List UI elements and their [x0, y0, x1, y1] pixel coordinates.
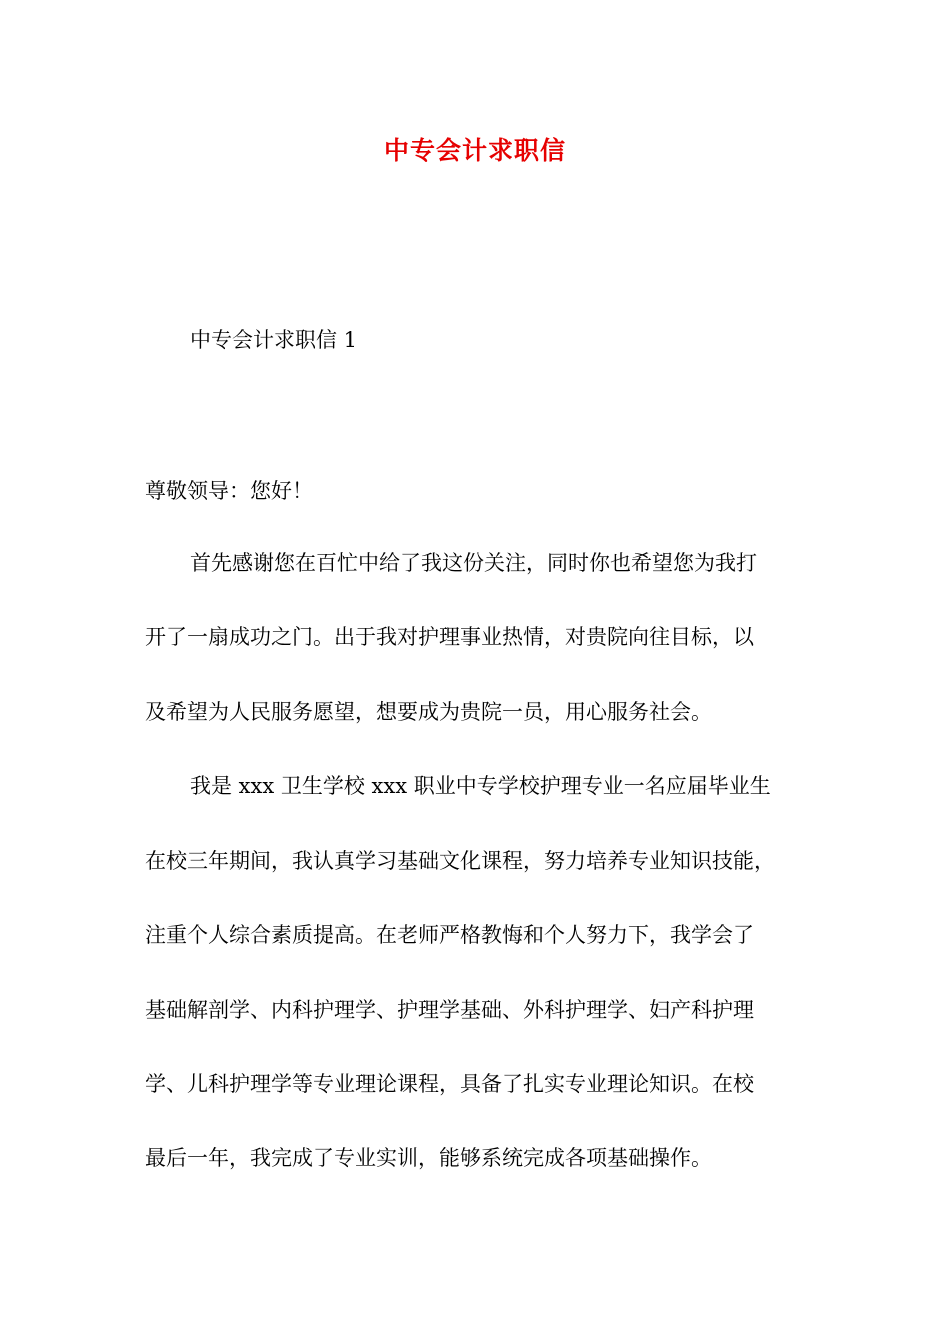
paragraph-line: 基础解剖学、内科护理学、护理学基础、外科护理学、妇产科护理 [145, 998, 754, 1022]
paragraph-line: 最后一年，我完成了专业实训，能够系统完成各项基础操作。 [145, 1146, 712, 1170]
paragraph-line: 在校三年期间，我认真学习基础文化课程，努力培养专业知识技能， [145, 849, 775, 873]
salutation: 尊敬领导：您好！ [145, 479, 313, 503]
paragraph-line: 注重个人综合素质提高。在老师严格教悔和个人努力下，我学会了 [145, 923, 754, 947]
letter-subtitle: 中专会计求职信 1 [190, 328, 358, 352]
paragraph-line: 开了一扇成功之门。出于我对护理事业热情，对贵院向往目标，以 [145, 625, 754, 649]
document-title: 中专会计求职信 [383, 136, 566, 165]
paragraph-line: 首先感谢您在百忙中给了我这份关注，同时你也希望您为我打 [190, 551, 757, 575]
paragraph-line: 我是 xxx 卫生学校 xxx 职业中专学校护理专业一名应届毕业生 [190, 774, 771, 798]
paragraph-line: 学、儿科护理学等专业理论课程，具备了扎实专业理论知识。在校 [145, 1072, 754, 1096]
paragraph-line: 及希望为人民服务愿望，想要成为贵院一员，用心服务社会。 [145, 700, 712, 724]
